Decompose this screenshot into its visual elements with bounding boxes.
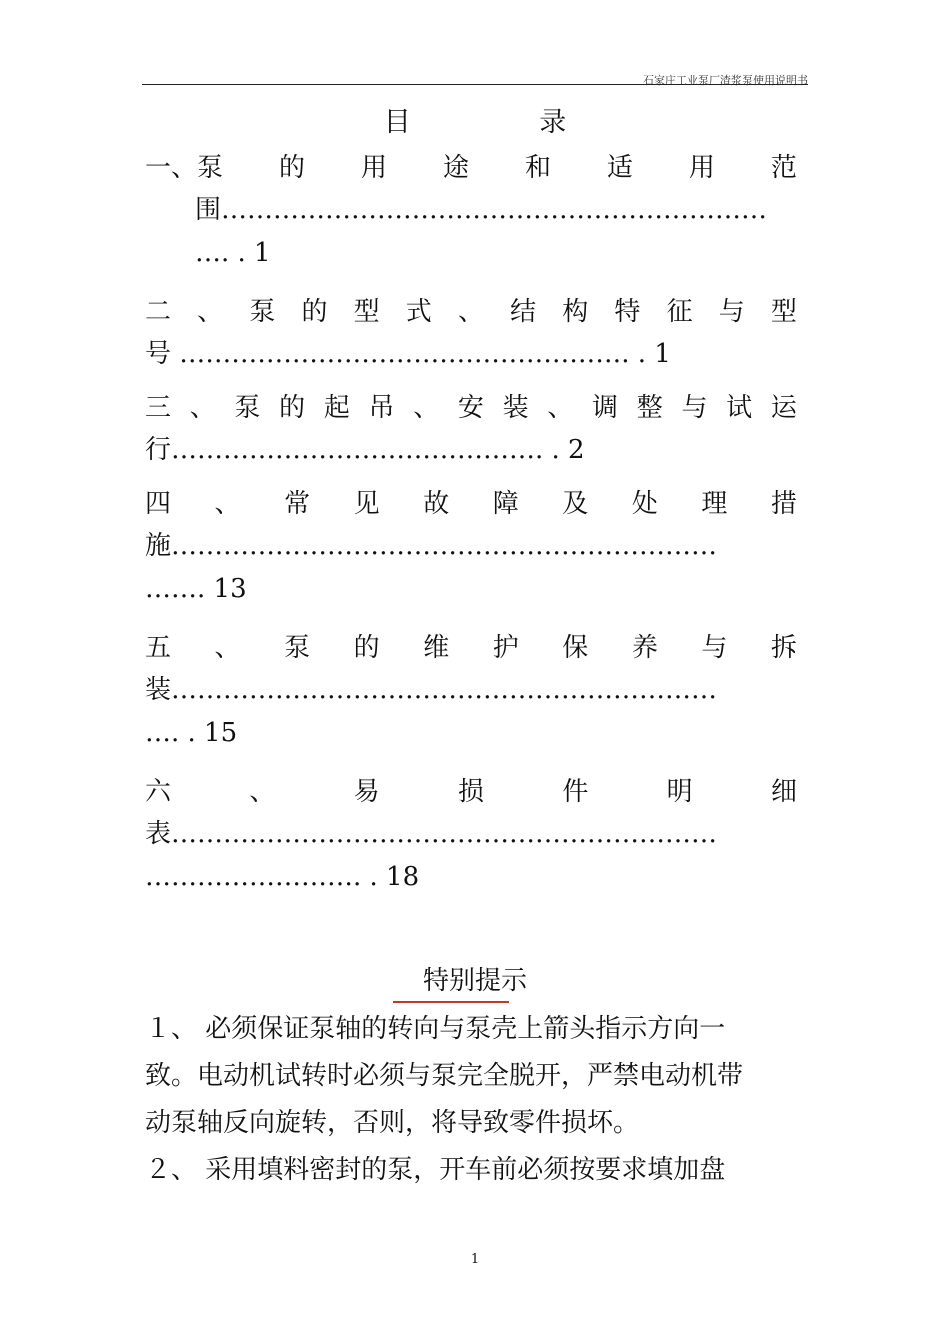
toc-entry-5[interactable] bbox=[145, 626, 797, 756]
toc-entry-heading bbox=[145, 386, 797, 424]
toc-title: 目 录 bbox=[383, 107, 627, 138]
special-notice-title: 特别提示 bbox=[422, 966, 527, 996]
toc-char: 理 bbox=[701, 488, 728, 519]
toc-char: 细 bbox=[770, 776, 797, 807]
running-header: 石家庄工业泵厂渣浆泵使用说明书 bbox=[643, 74, 808, 87]
toc-char: 征 bbox=[666, 296, 693, 327]
toc-char: 二 bbox=[145, 296, 172, 327]
toc-char: 易 bbox=[353, 776, 380, 807]
toc-entry-heading bbox=[145, 770, 797, 808]
toc-char: 常 bbox=[284, 488, 311, 519]
toc-entry-heading bbox=[145, 290, 797, 328]
toc-char: 、 bbox=[189, 392, 216, 423]
toc-char: 一、泵 bbox=[145, 152, 224, 183]
toc-char: 、 bbox=[214, 488, 241, 519]
toc-entry-4[interactable] bbox=[145, 482, 797, 612]
toc-char: 五 bbox=[145, 632, 172, 663]
toc-leader: 行……………………………………. . 2 bbox=[145, 434, 585, 465]
toc-char: 结 bbox=[510, 296, 537, 327]
toc-char: 途 bbox=[442, 152, 469, 183]
toc-entry-heading bbox=[145, 482, 797, 520]
toc-entry-2[interactable] bbox=[145, 290, 797, 374]
toc-char: 型 bbox=[770, 296, 797, 327]
toc-leader: 表……………………………………………………… bbox=[145, 818, 717, 849]
toc-char: 故 bbox=[423, 488, 450, 519]
toc-char: 特 bbox=[614, 296, 641, 327]
toc-page-ref: …. . 15 bbox=[145, 718, 238, 748]
toc-char: 件 bbox=[562, 776, 589, 807]
toc-char: 用 bbox=[688, 152, 715, 183]
notice-line: １、 必须保证泵轴的转向与泵壳上箭头指示方向一 bbox=[145, 1014, 726, 1044]
toc-char: 处 bbox=[631, 488, 658, 519]
toc-char: 护 bbox=[492, 632, 519, 663]
toc-entry-3[interactable] bbox=[145, 386, 797, 470]
toc-char: 拆 bbox=[770, 632, 797, 663]
toc-char: 适 bbox=[606, 152, 633, 183]
toc-page-ref: ……………………. . 18 bbox=[145, 862, 420, 892]
notice-line: 致。电动机试转时必须与泵完全脱开，严禁电动机带 bbox=[145, 1061, 744, 1091]
toc-char: 维 bbox=[423, 632, 450, 663]
toc-char: 三 bbox=[145, 392, 172, 423]
special-notice-underline bbox=[393, 1001, 509, 1003]
notice-line: 动泵轴反向旋转，否则，将导致零件损坏。 bbox=[145, 1108, 640, 1138]
toc-char: 的 bbox=[279, 392, 306, 423]
toc-char: 六 bbox=[145, 776, 172, 807]
toc-char: 见 bbox=[353, 488, 380, 519]
notice-line: ２、 采用填料密封的泵，开车前必须按要求填加盘 bbox=[145, 1155, 726, 1185]
toc-char: 保 bbox=[562, 632, 589, 663]
toc-page-ref: …. . 1 bbox=[195, 238, 271, 268]
toc-char: 损 bbox=[457, 776, 484, 807]
toc-char: 与 bbox=[701, 632, 728, 663]
toc-char: 调 bbox=[592, 392, 619, 423]
toc-char: 、 bbox=[214, 632, 241, 663]
header-rule bbox=[142, 84, 808, 85]
toc-entry-1[interactable] bbox=[145, 146, 797, 276]
toc-char: 、 bbox=[547, 392, 574, 423]
toc-char: 和 bbox=[524, 152, 551, 183]
toc-char: 措 bbox=[770, 488, 797, 519]
toc-char: 、 bbox=[457, 296, 484, 327]
toc-char: 用 bbox=[360, 152, 387, 183]
toc-char: 及 bbox=[562, 488, 589, 519]
toc-leader: 围……………………………………………………… bbox=[195, 194, 767, 225]
toc-char: 整 bbox=[636, 392, 663, 423]
toc-leader: 施……………………………………………………… bbox=[145, 530, 717, 561]
toc-page-ref: ……. 13 bbox=[145, 574, 247, 604]
toc-char: 安 bbox=[457, 392, 484, 423]
toc-char: 四 bbox=[145, 488, 172, 519]
toc-char: 的 bbox=[278, 152, 305, 183]
toc-char: 、 bbox=[197, 296, 224, 327]
toc-char: 与 bbox=[681, 392, 708, 423]
toc-leader: 装……………………………………………………… bbox=[145, 674, 717, 705]
page-number: 1 bbox=[470, 1252, 480, 1267]
toc-entry-6[interactable] bbox=[145, 770, 797, 900]
toc-char: 起 bbox=[323, 392, 350, 423]
toc-entry-heading bbox=[145, 626, 797, 664]
toc-char: 泵 bbox=[249, 296, 276, 327]
toc-char: 装 bbox=[502, 392, 529, 423]
toc-char: 泵 bbox=[234, 392, 261, 423]
toc-char: 明 bbox=[666, 776, 693, 807]
toc-char: 泵 bbox=[284, 632, 311, 663]
special-notice-body bbox=[145, 1006, 801, 1194]
toc-char: 型 bbox=[353, 296, 380, 327]
toc-leader: 号 ……………………………………………. . 1 bbox=[145, 338, 671, 369]
toc-entry-heading bbox=[145, 146, 797, 184]
toc-char: 、 bbox=[413, 392, 440, 423]
toc-char: 的 bbox=[301, 296, 328, 327]
toc-char: 、 bbox=[249, 776, 276, 807]
toc-char: 范 bbox=[770, 152, 797, 183]
toc-char: 吊 bbox=[368, 392, 395, 423]
toc-char: 试 bbox=[726, 392, 753, 423]
toc-char: 构 bbox=[562, 296, 589, 327]
toc-char: 的 bbox=[353, 632, 380, 663]
toc-char: 与 bbox=[718, 296, 745, 327]
toc-char: 式 bbox=[405, 296, 432, 327]
toc-char: 养 bbox=[631, 632, 658, 663]
toc-char: 运 bbox=[770, 392, 797, 423]
toc-char: 障 bbox=[492, 488, 519, 519]
